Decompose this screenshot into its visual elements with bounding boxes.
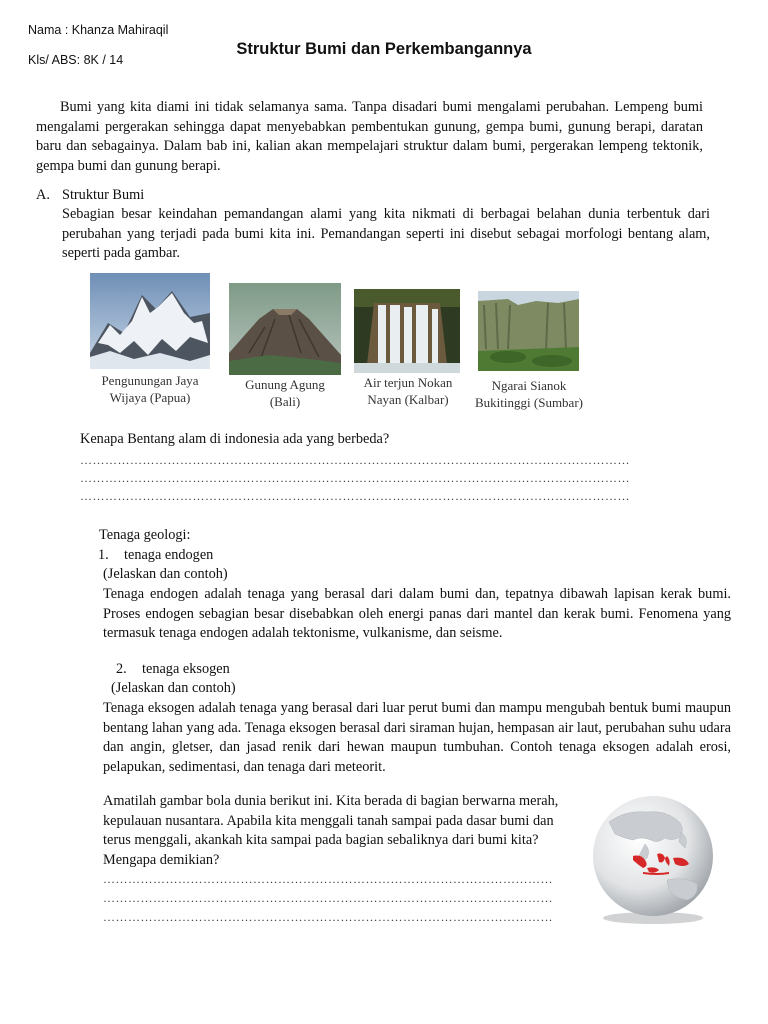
intro-paragraph (36, 98, 703, 176)
waterfall-photo (354, 289, 460, 373)
waterfall-icon (354, 289, 460, 373)
eksogen-number: 2. (116, 661, 127, 677)
endogen-heading (98, 547, 213, 564)
photo-caption-jayawijaya (80, 372, 220, 406)
caption-line: Wijaya (Papua) (109, 390, 191, 405)
section-a-title: Struktur Bumi (62, 187, 145, 203)
endogen-answer: Tenaga endogen adalah tenaga yang berasal dari dalam bumi dan, tepatnya dibawah lapisan kerak bumi. Proses endogen sebagian besar disebabkan oleh energi panas dari mantel dan kerak bumi. Fenomena yang termasuk tenaga endogen adalah tektonisme, vulkanisme, dan seisme. (103, 586, 731, 641)
globe-icon (585, 792, 722, 926)
eksogen-heading (116, 661, 230, 678)
tenaga-geologi-heading: Tenaga geologi: (99, 527, 191, 543)
intro-text: Bumi yang kita diami ini tidak selamanya sama. Tanpa disadari bumi mengalami perubahan. Lempeng bumi mengalami pergerakan sehingga dapat menyebabkan pembentukan gunung, gempa bumi, gunung berapi, daratan baru dan sebagainya. Dalam bab ini, kalian akan mempelajari struktur dalam bumi, pergerakan lempeng tektonik, gempa bumi dan gunung berapi. (36, 99, 703, 174)
endogen-number: 1. (98, 547, 109, 563)
question-landscape: Kenapa Bentang alam di indonesia ada yang berbeda? (80, 431, 390, 447)
snowy-mountain-photo (90, 273, 210, 369)
endogen-title: tenaga endogen (124, 547, 214, 563)
section-a-number: A. (36, 187, 50, 203)
page-title-text: Struktur Bumi dan Perkembangannya (236, 40, 532, 58)
globe-question: Amatilah gambar bola dunia berikut ini. Kita berada di bagian berwarna merah, kepulauan nusantara. Apabila kita menggali tanah sampai pada dasar bumi dan terus menggali, akankah kita sampai pada bagian sebaliknya dari bumi kita? Mengapa demikian? (103, 793, 559, 868)
volcano-icon (229, 283, 341, 375)
caption-line: Nayan (Kalbar) (367, 392, 449, 407)
eksogen-title: tenaga eksogen (142, 661, 230, 677)
page-title (0, 40, 768, 59)
answer-line[interactable]: …………………………………………………………………………………………………………………… (80, 471, 630, 485)
volcano-photo (229, 283, 341, 375)
student-name: Nama : Khanza Mahiraqil (28, 23, 169, 37)
photo-caption-agung (225, 376, 345, 410)
caption-line: Gunung Agung (245, 377, 325, 392)
eksogen-instruction: (Jelaskan dan contoh) (111, 680, 236, 696)
eksogen-answer: Tenaga eksogen adalah tenaga yang berasal dari luar perut bumi dan mampu mengubah bentuk bumi maupun bentang lahan yang ada. Tenaga eksogen berasal dari siraman hujan, hempasan air laut, perubahan suhu udara dan angin, gletser, dan jasad renik dari hewan maupun tumbuhan. Contoh tenaga eksogen adalah erosi, pelapukan, sedimentasi, dan tenaga dari meteorit. (103, 700, 731, 775)
answer-line[interactable]: …………………………………………………………………………………………………………………… (80, 453, 630, 467)
canyon-photo (478, 291, 579, 371)
photo-caption-nokan (350, 374, 466, 408)
answer-line[interactable]: …………………………………………………………………………………………………………………… (80, 489, 630, 503)
endogen-instruction: (Jelaskan dan contoh) (103, 566, 228, 582)
caption-line: Pengunungan Jaya (101, 373, 199, 388)
caption-line: Air terjun Nokan (363, 375, 453, 390)
caption-line: (Bali) (269, 394, 301, 409)
section-a-paragraph: Sebagian besar keindahan pemandangan alami yang kita nikmati di berbagai belahan dunia terbentuk dari perubahan yang terjadi pada bumi kita ini. Pemandangan seperti ini disebut sebagai morfologi bentang alam, seperti pada gambar. (62, 206, 710, 261)
answer-line[interactable]: ……………………………………………………………………………………………… (103, 910, 553, 924)
answer-line[interactable]: ……………………………………………………………………………………………… (103, 872, 553, 886)
caption-line: Ngarai Sianok (491, 378, 567, 393)
photo-caption-sianok (468, 377, 590, 411)
student-class: Kls/ ABS: 8K / 14 (28, 53, 124, 67)
snowy-mountain-icon (90, 273, 210, 369)
canyon-icon (478, 291, 579, 371)
section-a-heading (36, 186, 144, 205)
caption-line: Bukitinggi (Sumbar) (475, 395, 583, 410)
answer-line[interactable]: ……………………………………………………………………………………………… (103, 891, 553, 905)
globe-indonesia-image (585, 792, 722, 926)
